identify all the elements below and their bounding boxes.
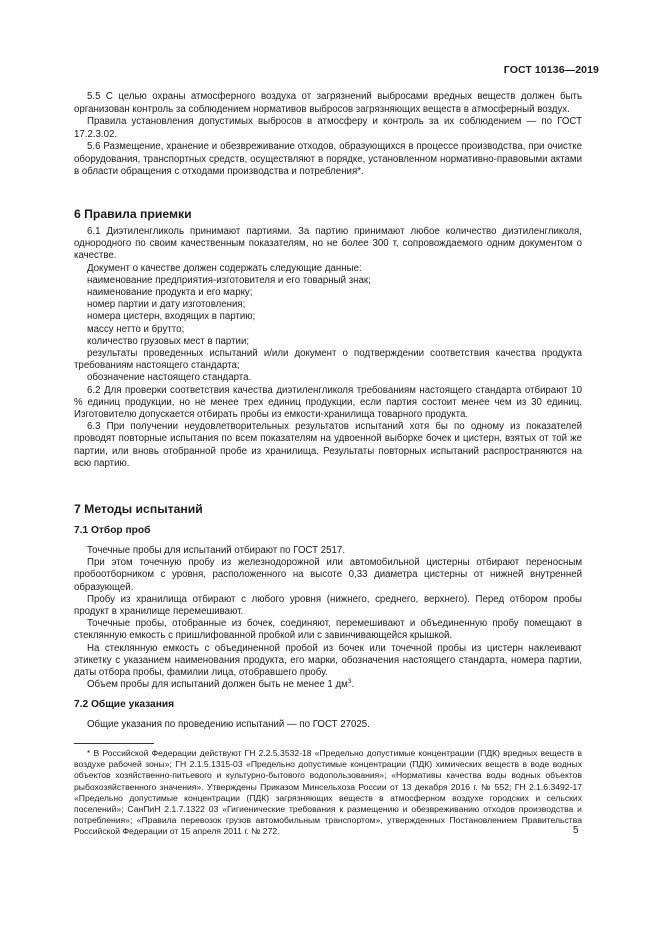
paragraph-label: На стеклянную емкость с объединенной пробой из бочек или точечной пробы из цистерн наклеивают этикетку с указанием наименования продукта, его марки, обозначения настоящего стандарта, номера партии, даты отбора пробы, фамилии лица, отобравшего пробу.	[74, 642, 582, 679]
paragraph-5-5: 5.5 С целью охраны атмосферного воздуха от загрязнений выбросами вредных веществ должен быть организован контроль за соблюдением нормативов выбросов загрязняющих веществ в атмосферный воздух.	[74, 91, 582, 115]
paragraph-combined-sample: Точечные пробы, отобранные из бочек, соединяют, перемешивают и объединенную пробу помещают в стеклянную емкость с пришлифованной пробкой или с завинчивающейся крышкой.	[74, 618, 582, 642]
cubic-superscript: 3	[347, 678, 352, 685]
paragraph-6-1: 6.1 Диэтиленгликоль принимают партиями. За партию принимают любое количество диэтиленгликоля, однородного по своим качественным показателям, но не более 300 т, сопровождаемого одним документом о качестве.	[74, 226, 582, 262]
section-6-heading: 6 Правила приемки	[74, 207, 192, 221]
list-item: обозначение настоящего стандарта.	[87, 372, 252, 384]
paragraph-general-instructions: Общие указания по проведению испытаний — по ГОСТ 27025.	[87, 719, 370, 730]
paragraph-quality-document: Документ о качестве должен содержать следующие данные:	[87, 262, 362, 274]
footnote-text: * В Российской Федерации действуют ГН 2.2.5.3532-18 «Предельно допустимые концентрации (ПДК) вредных веществ в воздухе рабочей зоны»; ГН 2.1.5.1315-03 «Предельно допустимые концентрации (ПДК) химических веществ в воде водных объектов хозяйственно-питьевого и культурно-бытового водопользования»; «Нормативы качества воды водных объектов рыбохозяйственного значения». Утверждены Приказом Минсельхоза России от 13 декабря 2016 г. № 552; ГН 2.1.6.3492-17 «Предельно допустимые концентрации (ПДК) загрязняющих веществ в атмосферном воздухе городских и сельских поселений»; СанПиН 2.1.7.1322 03 «Гигиенические требования к размещению и обезвреживанию отходов производства и потребления»; «Правила перевозок грузов автомобильным транспортом», утвержденных Постановлением Правительства Российской Федерации от 15 апреля 2011 г. № 272.	[74, 748, 582, 837]
paragraph-emissions-rules: Правила установления допустимых выбросов в атмосферу и контроль за их соблюдением — по ГОСТ 17.2.3.02.	[74, 116, 582, 140]
subsection-7-1-body	[74, 545, 582, 691]
list-item: результаты проведенных испытаний и/или документ о подтверждении соответствия качества продукта требованиям настоящего стандарта;	[74, 348, 582, 372]
list-item: номера цистерн, входящих в партию;	[87, 311, 256, 323]
sample-volume-end: .	[351, 679, 355, 691]
list-item: наименование продукта и его марку;	[87, 287, 253, 299]
list-item: массу нетто и брутто;	[87, 323, 185, 335]
footnote	[74, 748, 582, 838]
paragraph-sample-volume	[74, 679, 582, 691]
list-item: номер партии и дату изготовления;	[87, 299, 246, 311]
section-6-body	[74, 226, 582, 470]
subsection-7-1-heading: 7.1 Отбор проб	[74, 525, 151, 536]
paragraph-6-3: 6.3 При получении неудовлетворительных результатов испытаний хотя бы по одному из показателей проводят повторные испытания по всем показателям на удвоенной выборке бочек и цистерн, взятых от той же партии, или вновь отобранной пробе из хранилища. Результаты повторных испытаний распространяются на всю партию.	[74, 421, 582, 469]
sample-volume-text: Объем пробы для испытаний должен быть не менее 1 дм	[87, 679, 348, 691]
list-item: количество грузовых мест в партии;	[87, 335, 250, 347]
footnote-divider	[74, 743, 154, 744]
document-code-header: ГОСТ 10136—2019	[503, 64, 599, 76]
paragraph-tank-sampling: При этом точечную пробу из железнодорожной или автомобильной цистерны отбирают переносным пробоотборником с уровня, расположенного на высоте 0,33 диаметра цистерны от нижней внутренней образующей.	[74, 557, 582, 593]
list-item: наименование предприятия-изготовителя и его товарный знак;	[87, 274, 371, 286]
page-number: 5	[573, 825, 579, 836]
subsection-7-2-heading: 7.2 Общие указания	[74, 699, 175, 710]
paragraph-6-2: 6.2 Для проверки соответствия качества диэтиленгликоля требованиям настоящего стандарта отбирают 10 % единиц продукции, но не менее трех единиц продукции, если партия состоит менее чем из 30 единиц. Изготовителю допускается отбирать пробы из емкости-хранилища товарного продукта.	[74, 384, 582, 421]
section-7-heading: 7 Методы испытаний	[74, 502, 203, 516]
intro-paragraphs	[74, 91, 582, 179]
paragraph-sampling-standard: Точечные пробы для испытаний отбирают по ГОСТ 2517.	[87, 545, 346, 556]
paragraph-5-6: 5.6 Размещение, хранение и обезвреживание отходов, образующихся в процессе производства, при очистке оборудования, транспортных средств, осуществляют в порядке, установленном нормативно-правовыми актами в области обращения с отходами производства и потребления*.	[74, 141, 582, 177]
paragraph-storage-sampling: Пробу из хранилища отбирают с любого уровня (нижнего, среднего, верхнего). Перед отбором пробы продукт в хранилище перемешивают.	[74, 593, 582, 618]
subsection-7-2-body	[74, 719, 582, 731]
